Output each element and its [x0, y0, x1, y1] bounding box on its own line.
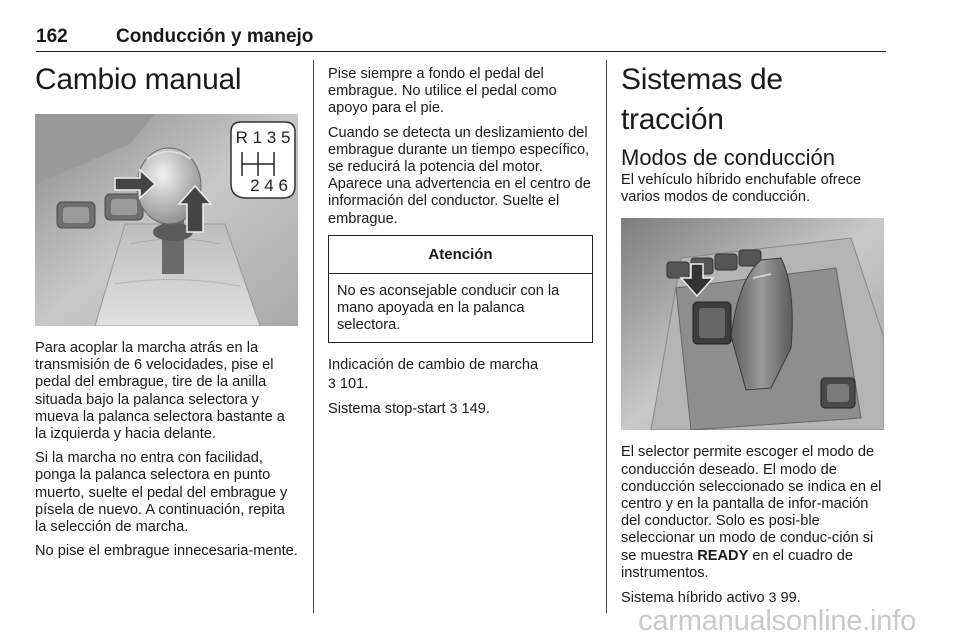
page-reference-icon: 3 [768, 589, 777, 606]
reference-page[interactable]: 149. [461, 400, 490, 417]
reference-gear-shift-indicator [328, 357, 593, 392]
notice-box [328, 235, 593, 344]
paragraph-reverse-gear: Para acoplar la marcha atrás en la transmisión de 6 velocidades, pise el pedal del embrague, tire de la anilla situada bajo la palanca selectora y mueva la palanca selectora bastante a la izquierda y hacia delante. [35, 340, 285, 443]
shift-pattern-bottom: 2 4 6 [250, 176, 288, 195]
column-divider-1 [313, 60, 314, 613]
notice-title: Atención [329, 236, 592, 274]
drive-mode-selector-illustration [621, 218, 884, 430]
reference-page[interactable]: 99. [780, 590, 801, 607]
reference-text: Sistema híbrido activo [621, 590, 765, 607]
paragraph-clutch-slip: Cuando se detecta un deslizamiento del embrague durante un tiempo específico, se reducirá la potencia del motor. Aparece una advertencia en el centro de información del conductor. Suelte el embrague. [328, 124, 591, 227]
column-traction-systems [621, 60, 886, 614]
column-clutch [328, 66, 593, 425]
reference-text: Sistema stop-start [328, 400, 446, 417]
paragraph-gear-not-engaging: Si la marcha no entra con facilidad, ponga la palanca selectora en punto muerto, suelte el pedal del embrague y písela de nuevo. A continuación, repita la selección de marcha. [35, 450, 288, 536]
paragraph-clutch-unnecessary: No pise el embrague innecesaria-mente. [35, 543, 298, 560]
shift-pattern-top: R 1 3 5 [235, 128, 291, 147]
column-manual-transmission [35, 60, 300, 567]
paragraph-clutch-pedal: Pise siempre a fondo el pedal del embrague. No utilice el pedal como apoyo para el pie. [328, 66, 557, 117]
paragraph-phev-modes: El vehículo híbrido enchufable ofrece varios modos de conducción. [621, 172, 862, 206]
ready-indicator-text: READY [697, 547, 749, 564]
page-header [36, 26, 886, 52]
reference-page[interactable]: 101. [339, 375, 369, 392]
watermark: carmanualsonline.info [638, 605, 916, 637]
reference-stop-start [328, 400, 593, 418]
section-heading-manual: Cambio manual [35, 63, 242, 96]
page-number: 162 [36, 26, 68, 47]
section-heading-traction: Sistemas de tracción [621, 63, 783, 136]
gear-lever-illustration [35, 114, 298, 326]
page-reference-icon: 3 [449, 399, 458, 416]
page-reference-icon: 3 [328, 374, 336, 391]
notice-text: No es aconsejable conducir con la mano apoyada en la palanca selectora. [337, 282, 560, 334]
running-title: Conducción y manejo [116, 26, 314, 47]
mode-selector-text-end: en el cuadro de instrumentos. [621, 547, 854, 581]
mode-selector-text: El selector permite escoger el modo de conducción deseado. El modo de conducción seleccionado se indica en el centro y en la pantalla de infor-mación del conductor. Solo es posi-ble seleccionar un modo de conduc-ción si se muestra [621, 444, 882, 564]
subheading-driving-modes: Modos de conducción [621, 145, 836, 170]
reference-text: Indicación de cambio de marcha [328, 357, 539, 374]
paragraph-mode-selector [621, 444, 886, 582]
column-divider-2 [606, 60, 607, 613]
